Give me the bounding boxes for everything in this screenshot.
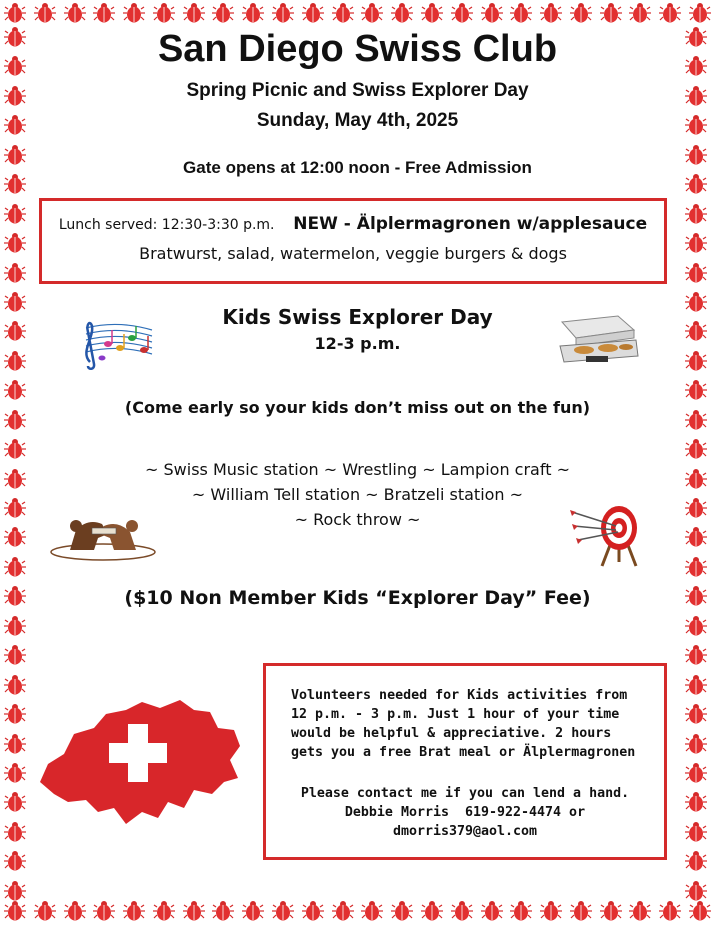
kids-fee: ($10 Non Member Kids “Explorer Day” Fee) <box>124 587 591 609</box>
volunteer-line: 12 p.m. - 3 p.m. Just 1 hour of your time <box>291 707 620 722</box>
ladybug-icon <box>685 203 707 225</box>
lunch-new-item: NEW - Älplermagronen w/applesauce <box>293 214 648 234</box>
ladybug-icon <box>570 900 592 922</box>
lunch-served: Lunch served: 12:30-3:30 p.m. <box>58 217 275 233</box>
ladybug-icon <box>685 615 707 637</box>
ladybug-icon <box>510 2 532 24</box>
ladybug-icon <box>153 2 175 24</box>
ladybug-icon <box>685 791 707 813</box>
ladybug-icon <box>4 232 26 254</box>
ladybug-icon <box>4 438 26 460</box>
station-line-1: ~ Swiss Music station ~ Wrestling ~ Lampion craft ~ <box>145 460 570 479</box>
ladybug-icon <box>272 900 294 922</box>
ladybug-icon <box>391 2 413 24</box>
ladybug-icon <box>4 762 26 784</box>
contact-text <box>266 784 664 841</box>
volunteer-text <box>291 686 666 762</box>
ladybug-icon <box>212 900 234 922</box>
ladybug-icon <box>685 556 707 578</box>
ladybug-icon <box>64 2 86 24</box>
ladybug-icon <box>659 2 681 24</box>
page-title: San Diego Swiss Club <box>157 28 558 70</box>
ladybug-icon <box>540 900 562 922</box>
station-line-3: ~ Rock throw ~ <box>294 510 421 529</box>
ladybug-icon <box>685 703 707 725</box>
border-bottom <box>0 900 715 926</box>
ladybug-icon <box>685 438 707 460</box>
ladybug-icon <box>4 900 26 922</box>
ladybug-icon <box>685 762 707 784</box>
ladybug-icon <box>4 644 26 666</box>
ladybug-icon <box>629 900 651 922</box>
ladybug-icon <box>4 556 26 578</box>
ladybug-icon <box>302 2 324 24</box>
gate-info: Gate opens at 12:00 noon - Free Admission <box>183 158 532 177</box>
kids-note: (Come early so your kids don’t miss out on the fun) <box>124 398 591 417</box>
contact-line: Please contact me if you can lend a hand. <box>300 786 630 801</box>
ladybug-icon <box>272 2 294 24</box>
volunteer-line: gets you a free Brat meal or Älplermagronen <box>291 745 636 760</box>
ladybug-icon <box>685 350 707 372</box>
ladybug-icon <box>4 850 26 872</box>
ladybug-icon <box>685 850 707 872</box>
ladybug-icon <box>685 880 707 902</box>
event-date: Sunday, May 4th, 2025 <box>256 110 459 131</box>
ladybug-icon <box>34 2 56 24</box>
ladybug-icon <box>361 2 383 24</box>
contact-name-phone: Debbie Morris 619-922-4474 or <box>344 805 586 820</box>
border-top <box>0 2 715 28</box>
volunteer-line: Volunteers needed for Kids activities from <box>291 688 628 703</box>
wrestlers-icon <box>48 508 158 562</box>
ladybug-icon <box>451 900 473 922</box>
ladybug-icon <box>600 2 622 24</box>
ladybug-icon <box>570 2 592 24</box>
switzerland-map-icon <box>34 690 246 830</box>
ladybug-icon <box>4 2 26 24</box>
ladybug-icon <box>629 2 651 24</box>
ladybug-icon <box>4 526 26 548</box>
ladybug-icon <box>361 900 383 922</box>
ladybug-icon <box>481 900 503 922</box>
kids-time: 12-3 p.m. <box>314 334 401 353</box>
ladybug-icon <box>4 821 26 843</box>
ladybug-icon <box>332 2 354 24</box>
ladybug-icon <box>4 880 26 902</box>
ladybug-icon <box>421 2 443 24</box>
ladybug-icon <box>4 674 26 696</box>
ladybug-icon <box>4 615 26 637</box>
ladybug-icon <box>4 203 26 225</box>
lunch-menu: Bratwurst, salad, watermelon, veggie burgers & dogs <box>139 244 567 263</box>
ladybug-icon <box>451 2 473 24</box>
ladybug-icon <box>391 900 413 922</box>
ladybug-icon <box>685 821 707 843</box>
ladybug-icon <box>4 262 26 284</box>
ladybug-icon <box>685 526 707 548</box>
volunteer-line: would be helpful & appreciative. 2 hours <box>291 726 612 741</box>
ladybug-icon <box>4 733 26 755</box>
ladybug-icon <box>93 900 115 922</box>
ladybug-icon <box>685 262 707 284</box>
ladybug-icon <box>600 900 622 922</box>
ladybug-icon <box>421 900 443 922</box>
ladybug-icon <box>540 2 562 24</box>
ladybug-icon <box>64 900 86 922</box>
ladybug-icon <box>685 733 707 755</box>
ladybug-icon <box>123 900 145 922</box>
archery-target-icon <box>568 500 644 570</box>
ladybug-icon <box>93 2 115 24</box>
ladybug-icon <box>510 900 532 922</box>
ladybug-icon <box>242 2 264 24</box>
contact-email[interactable]: dmorris379@aol.com <box>392 824 538 839</box>
ladybug-icon <box>689 900 711 922</box>
event-name: Spring Picnic and Swiss Explorer Day <box>186 80 529 101</box>
ladybug-icon <box>4 350 26 372</box>
ladybug-icon <box>685 644 707 666</box>
volunteer-box <box>263 663 667 860</box>
ladybug-icon <box>4 791 26 813</box>
lunch-box <box>39 198 667 284</box>
ladybug-icon <box>4 703 26 725</box>
ladybug-icon <box>183 900 205 922</box>
station-line-2: ~ William Tell station ~ Bratzeli station ~ <box>191 485 524 504</box>
ladybug-icon <box>183 2 205 24</box>
ladybug-icon <box>481 2 503 24</box>
ladybug-icon <box>659 900 681 922</box>
ladybug-icon <box>685 674 707 696</box>
kids-title: Kids Swiss Explorer Day <box>222 305 493 329</box>
ladybug-icon <box>302 900 324 922</box>
ladybug-icon <box>332 900 354 922</box>
ladybug-icon <box>212 2 234 24</box>
ladybug-icon <box>34 900 56 922</box>
ladybug-icon <box>685 232 707 254</box>
ladybug-icon <box>153 900 175 922</box>
ladybug-icon <box>242 900 264 922</box>
ladybug-icon <box>123 2 145 24</box>
ladybug-icon <box>689 2 711 24</box>
